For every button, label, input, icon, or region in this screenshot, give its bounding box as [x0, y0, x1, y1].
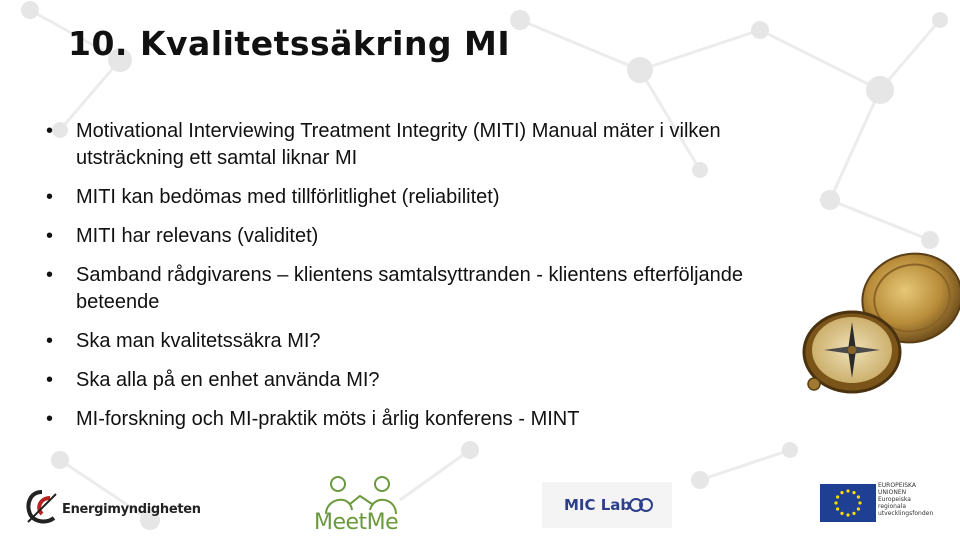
bullet-item: • MITI kan bedömas med tillförlitlighet (reliabilitet) [46, 184, 806, 211]
miclab-rings-icon [628, 497, 654, 513]
meetme-logo-text: MeetMe [314, 510, 399, 535]
bullet-item: • Samband rådgivarens – klientens samtalsyttranden - klientens efterföljande beteende [46, 262, 806, 316]
logo-bar [0, 470, 960, 540]
bullet-item: • Ska man kvalitetssäkra MI? [46, 328, 806, 355]
eu-logo-text: EUROPEISKA UNIONEN Europeiska regionala utvecklingsfonden [878, 482, 934, 517]
miclab-logo [542, 482, 672, 528]
eu-logo [818, 482, 958, 526]
energimyndigheten-logo-text: Energimyndigheten [62, 502, 201, 517]
meetme-logo [296, 474, 431, 536]
bullet-item: • MITI har relevans (validitet) [46, 223, 806, 250]
energimyndigheten-swirl-icon [24, 488, 60, 526]
bullet-list [46, 118, 806, 445]
miclab-logo-text: MIC Lab [564, 496, 632, 514]
bullet-item: • Motivational Interviewing Treatment Integrity (MITI) Manual mäter i vilken utsträckning ett samtal liknar MI [46, 118, 806, 172]
eu-flag-icon [820, 484, 876, 522]
energimyndigheten-logo [24, 488, 201, 528]
compass-image [800, 250, 960, 400]
slide-title: 10. Kvalitetssäkring MI [68, 24, 511, 63]
bullet-item: • Ska alla på en enhet använda MI? [46, 367, 806, 394]
bullet-item: • MI-forskning och MI-praktik möts i årlig konferens - MINT [46, 406, 806, 433]
meetme-figures-icon [296, 474, 431, 514]
